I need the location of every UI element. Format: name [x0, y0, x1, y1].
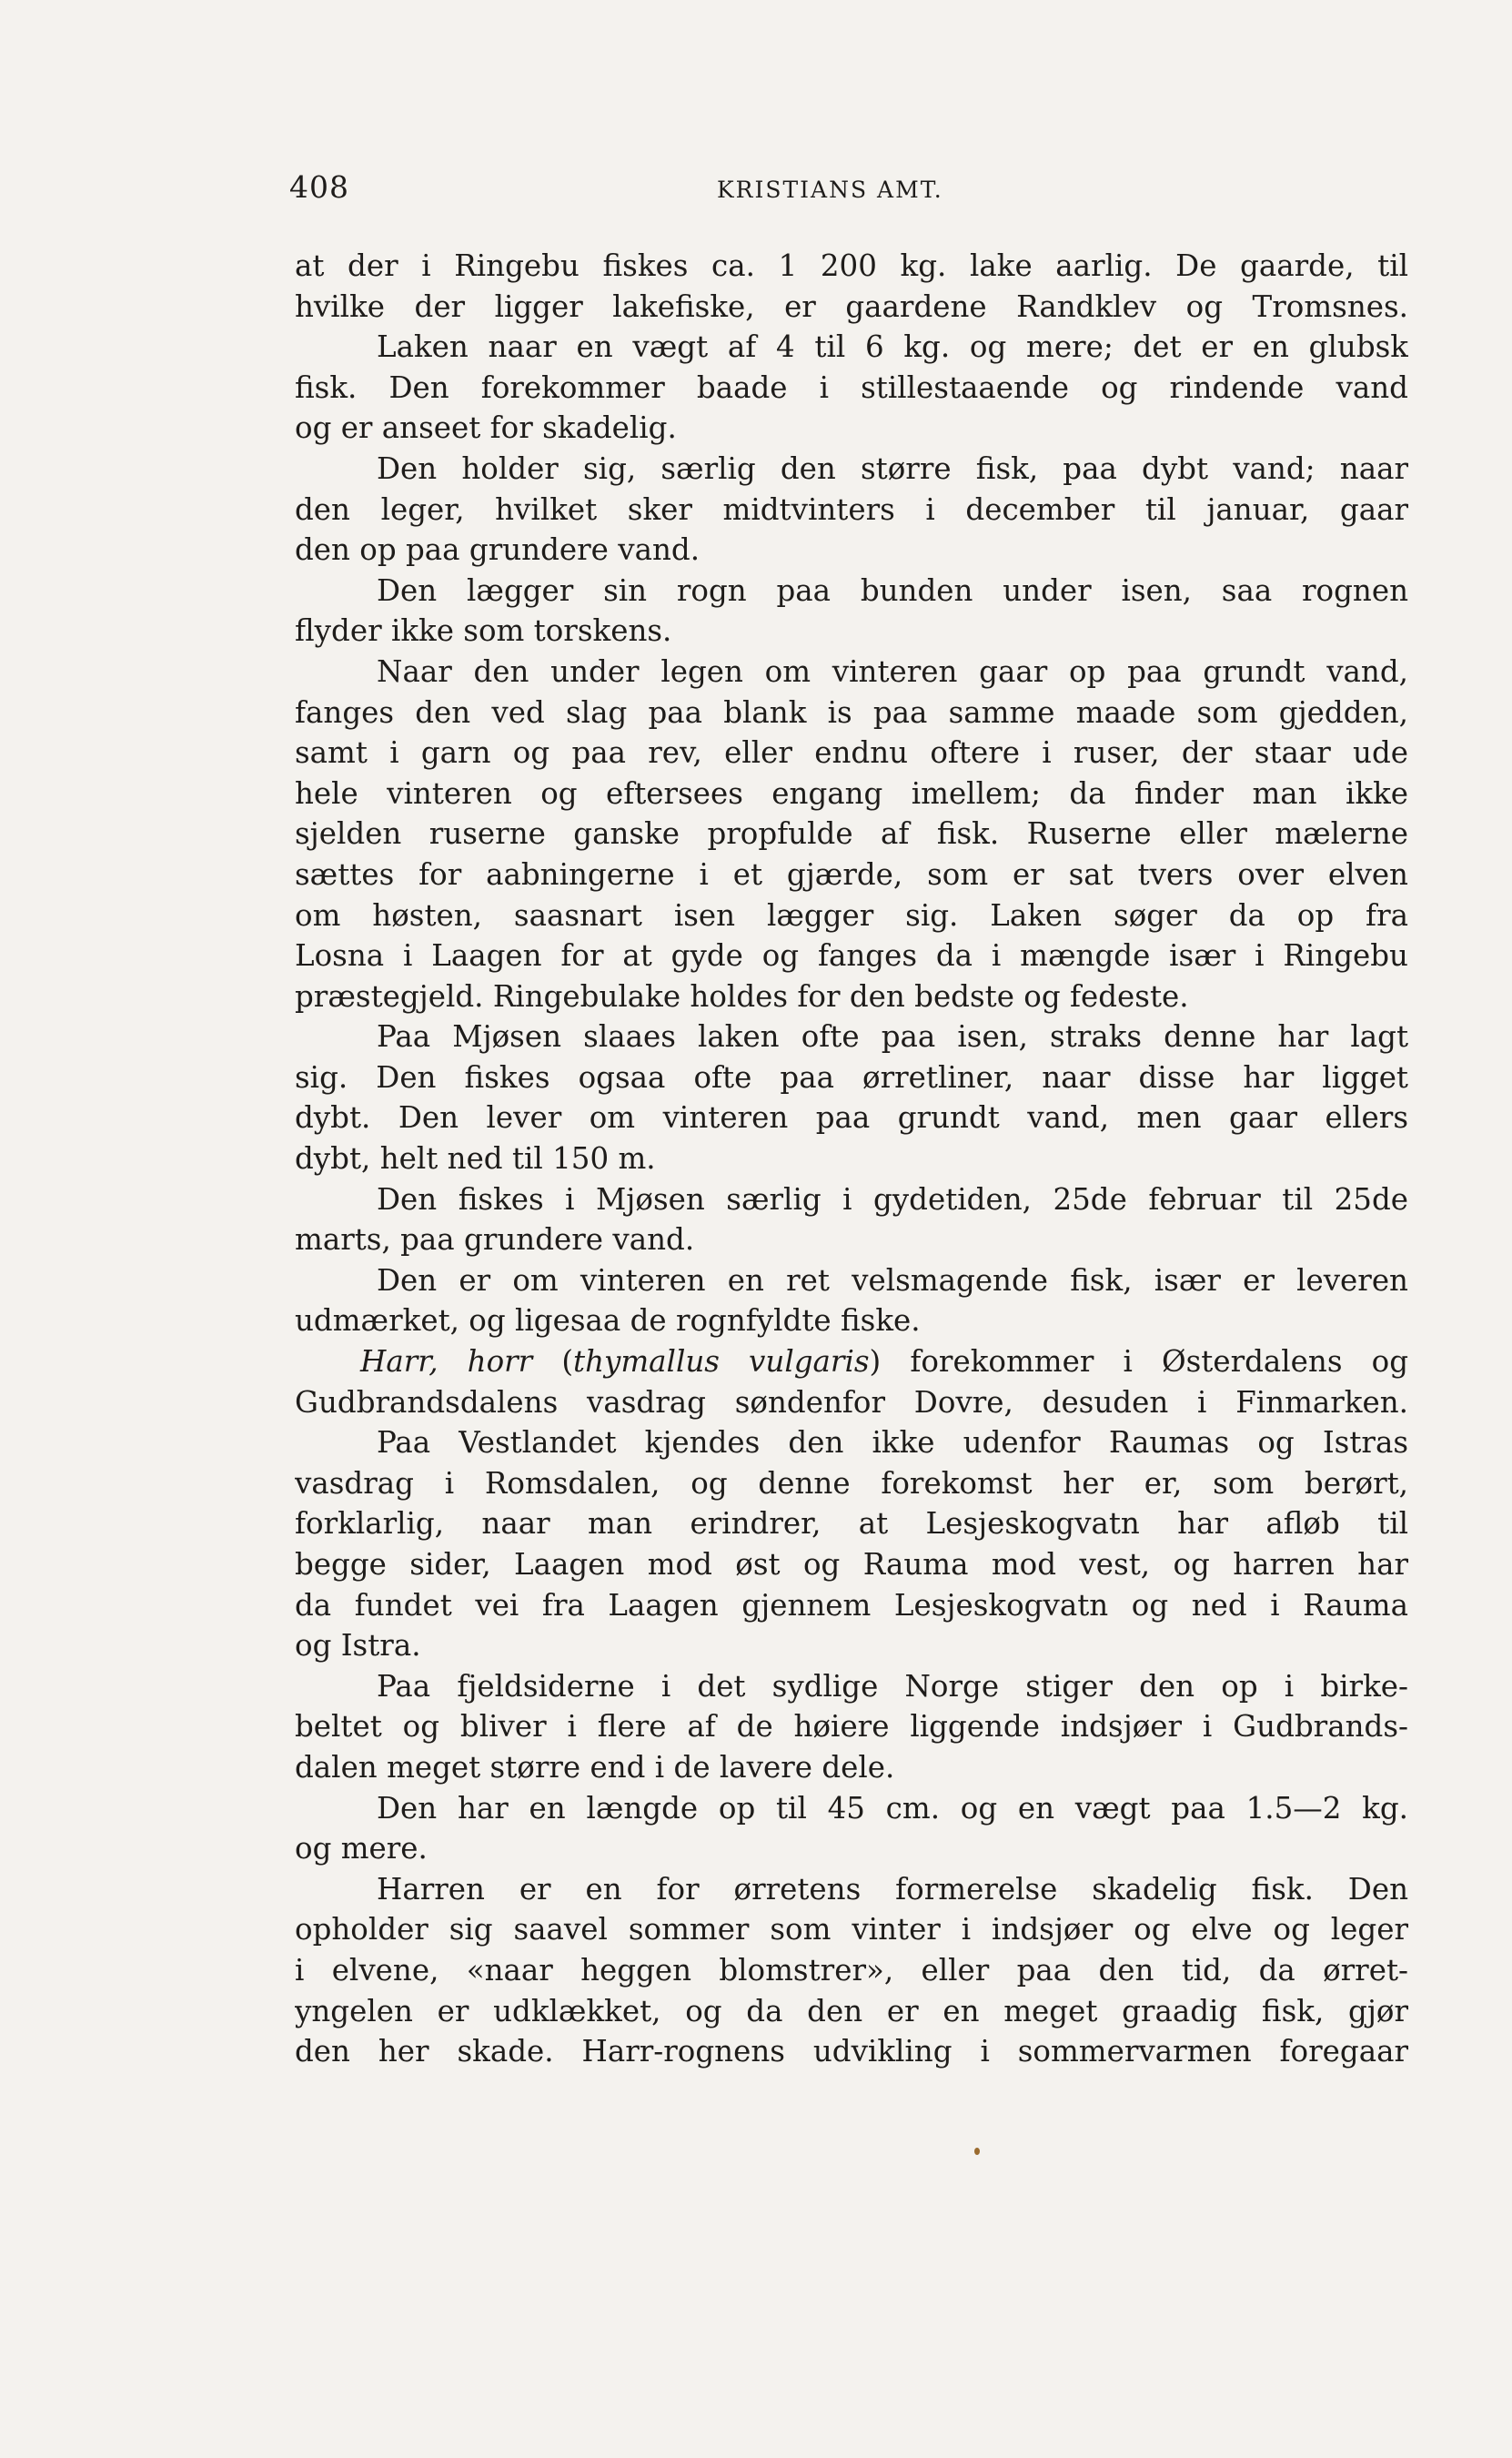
text-line: Den lægger sin rogn paa bunden under isen, saa rognen [377, 572, 1408, 608]
text-line: Den fiskes i Mjøsen særlig i gydetiden, 25de februar til 25de [377, 1181, 1408, 1217]
text-line: Den har en længde op til 45 cm. og en vægt paa 1.5—2 kg. [377, 1790, 1408, 1826]
text-line: Naar den under legen om vinteren gaar op paa grundt vand, [377, 653, 1408, 689]
text-line: yngelen er udklækket, og da den er en meget graadig fisk, gjør [295, 1993, 1408, 2028]
text-line: den op paa grundere vand. [295, 532, 701, 568]
text-line: dybt, helt ned til 150 m. [295, 1141, 656, 1177]
text-line: og er anseet for skadelig. [295, 410, 677, 446]
text-line: sjelden ruserne ganske propfulde af fisk. Ruserne eller mælerne [295, 816, 1408, 852]
text-line: begge sider, Laagen mod øst og Rauma mod vest, og harren har [295, 1547, 1408, 1582]
text-line: Gudbrandsdalens vasdrag søndenfor Dovre, desuden i Finmarken. [295, 1384, 1408, 1420]
text-line: flyder ikke som torskens. [295, 613, 672, 649]
text-line: sig. Den fiskes ogsaa ofte paa ørretliner, naar disse har ligget [295, 1059, 1408, 1095]
text-line: at der i Ringebu fiskes ca. 1 200 kg. lake aarlig. De gaarde, til [295, 248, 1408, 283]
text-line: dalen meget større end i de lavere dele. [295, 1749, 895, 1785]
text-line: præstegjeld. Ringebulake holdes for den bedste og fedeste. [295, 978, 1189, 1014]
text-line: i elvene, «naar heggen blomstrer», eller paa den tid, da ørret- [295, 1952, 1408, 1988]
text-line: udmærket, og ligesaa de rognfyldte fiske. [295, 1303, 921, 1339]
text-line: Paa fjeldsiderne i det sydlige Norge stiger den op i birke- [377, 1668, 1408, 1704]
text-line: den her skade. Harr-rognens udvikling i sommervarmen foregaar [295, 2034, 1408, 2069]
text-span: ( [532, 1344, 574, 1380]
text-line: hele vinteren og eftersees engang imellem; da finder man ikke [295, 775, 1408, 811]
print-speck [974, 2148, 980, 2155]
species-name-italic: Harr, horr [360, 1344, 533, 1380]
text-line: Laken naar en vægt af 4 til 6 kg. og mere; det er en glubsk [377, 329, 1408, 365]
body-text [295, 246, 1408, 2072]
text-line: opholder sig saavel sommer som vinter i indsjøer og elve og leger [295, 1912, 1408, 1947]
text-line-harr [295, 1341, 1408, 1382]
text-line: beltet og bliver i flere af de høiere liggende indsjøer i Gudbrands- [295, 1709, 1408, 1745]
text-line: samt i garn og paa rev, eller endnu oftere i ruser, der staar ude [295, 735, 1408, 771]
text-line: og Istra. [295, 1628, 421, 1664]
text-line: Den er om vinteren en ret velsmagende fisk, især er leveren [377, 1262, 1408, 1298]
text-line: da fundet vei fra Laagen gjennem Lesjeskogvatn og ned i Rauma [295, 1587, 1408, 1623]
text-line: vasdrag i Romsdalen, og denne forekomst her er, som berørt, [295, 1465, 1408, 1501]
text-line: forklarlig, naar man erindrer, at Lesjeskogvatn har afløb til [295, 1506, 1408, 1542]
text-line: Den holder sig, særlig den større fisk, paa dybt vand; naar [377, 450, 1408, 486]
page-header [289, 169, 1410, 215]
text-line: dybt. Den lever om vinteren paa grundt vand, men gaar ellers [295, 1100, 1408, 1136]
text-line: hvilke der ligger lakefiske, er gaardene Randklev og Tromsnes. [295, 288, 1408, 324]
text-line: den leger, hvilket sker midtvinters i december til januar, gaar [295, 491, 1408, 527]
text-line: Harren er en for ørretens formerelse skadelig fisk. Den [377, 1871, 1408, 1907]
text-line: Losna i Laagen for at gyde og fanges da i mængde især i Ringebu [295, 938, 1408, 974]
text-line: om høsten, saasnart isen lægger sig. Laken søger da op fra [295, 897, 1408, 933]
page-number: 408 [289, 169, 349, 205]
text-line: Paa Mjøsen slaaes laken ofte paa isen, straks denne har lagt [377, 1019, 1408, 1055]
text-span: ) forekommer i Østerdalens og [869, 1344, 1408, 1380]
running-head: KRISTIANS AMT. [717, 177, 943, 203]
text-line: fisk. Den forekommer baade i stillestaaende og rindende vand [295, 369, 1408, 405]
text-line: fanges den ved slag paa blank is paa samme maade som gjedden, [295, 694, 1408, 730]
text-line: sættes for aabningerne i et gjærde, som er sat tvers over elven [295, 856, 1408, 892]
latin-name-italic: thymallus vulgaris [573, 1344, 870, 1380]
text-line: marts, paa grundere vand. [295, 1222, 695, 1258]
text-line: og mere. [295, 1831, 428, 1866]
text-line: Paa Vestlandet kjendes den ikke udenfor Raumas og Istras [377, 1425, 1408, 1461]
